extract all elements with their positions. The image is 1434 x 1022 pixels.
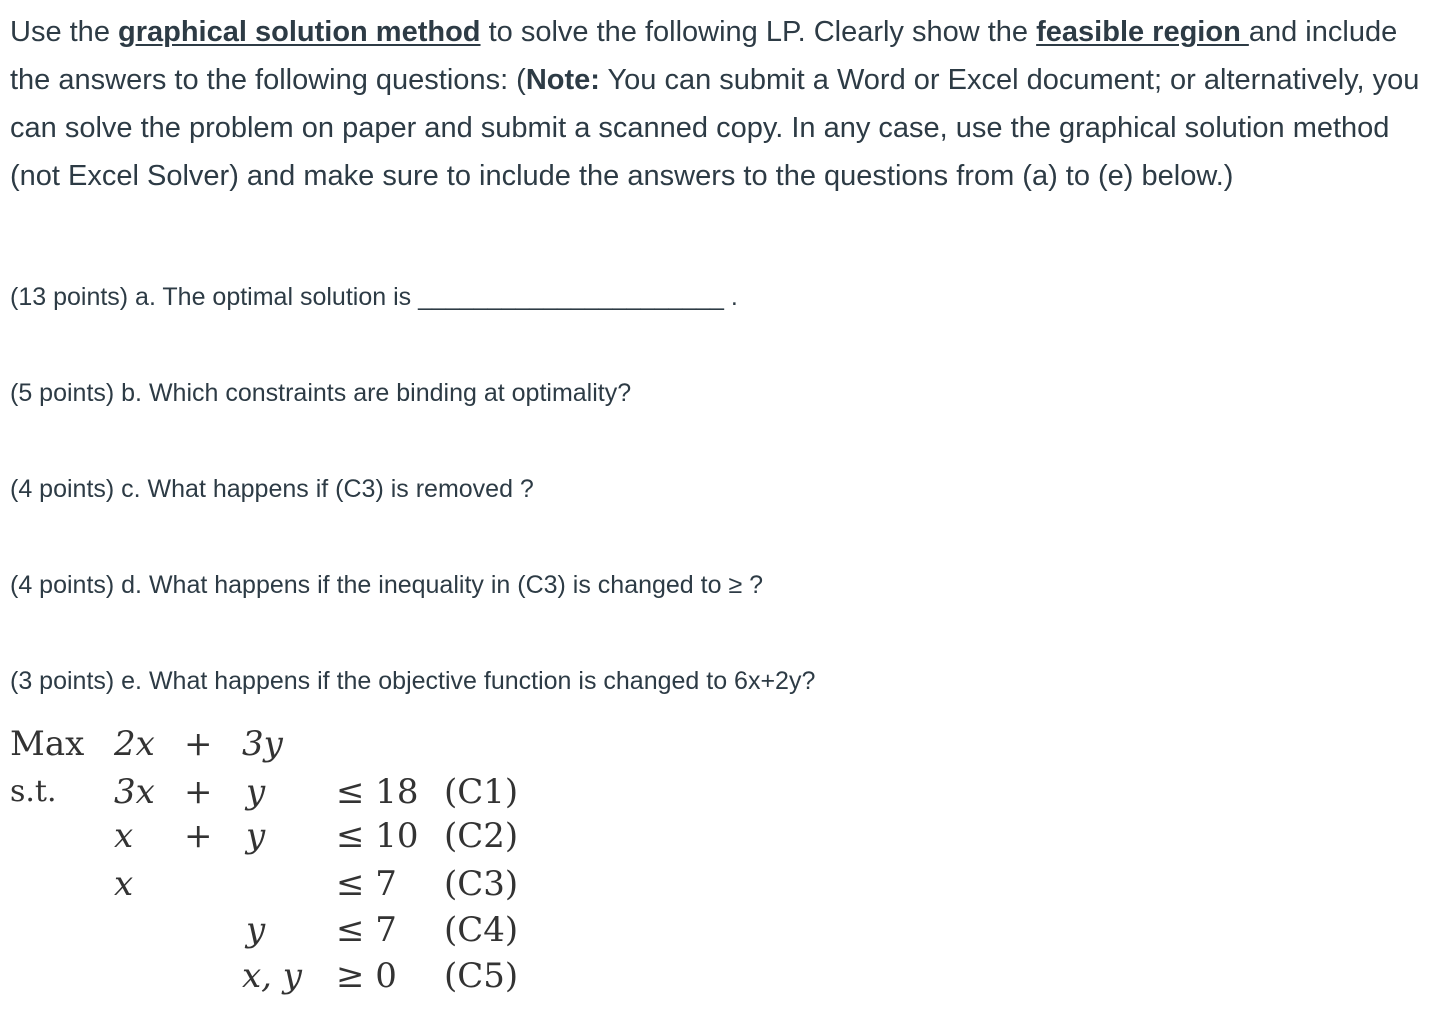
c2-operator: + <box>184 816 213 856</box>
intro-text-2: to solve the following LP. Clearly show the <box>480 16 1037 48</box>
question-e: (3 points) e. What happens if the objective function is changed to 6x+2y? <box>10 667 816 695</box>
c1-term-2: y <box>246 772 266 812</box>
c5-label: (C5) <box>444 956 519 996</box>
graphical-solution-method-link: graphical solution method <box>118 16 481 48</box>
note-label: Note: <box>525 64 600 96</box>
c1-rhs: ≤ 18 <box>336 772 419 812</box>
c4-term: y <box>246 910 266 950</box>
objective-operator: + <box>184 724 213 764</box>
c1-term-1: 3x <box>114 772 155 812</box>
c1-label: (C1) <box>444 772 519 812</box>
c3-label: (C3) <box>444 864 519 904</box>
c4-rhs: ≤ 7 <box>336 910 397 950</box>
c2-term-2: y <box>246 816 266 856</box>
c2-term-1: x <box>114 816 134 856</box>
c3-term-1: x <box>114 864 134 904</box>
instructions-paragraph <box>10 8 1428 200</box>
c3-rhs: ≤ 7 <box>336 864 397 904</box>
intro-text-3: and include the answers to the following questions: ( <box>10 16 1398 96</box>
c5-rhs: ≥ 0 <box>336 956 397 996</box>
st-label: s.t. <box>10 774 57 809</box>
objective-term-2: 3y <box>242 724 283 764</box>
question-d: (4 points) d. What happens if the inequality in (C3) is changed to ≥ ? <box>10 571 764 599</box>
c2-label: (C2) <box>444 816 519 856</box>
c5-term: x, y <box>242 956 302 996</box>
c4-label: (C4) <box>444 910 519 950</box>
intro-text-1: Use the <box>10 16 118 48</box>
intro-text-4: You can submit a Word or Excel document; or alternatively, you can solve the problem on paper and submit a scanned copy. In any case, use the graphical solution method (not Excel Solver) and make sure to include the answers to the questions from (a) to (e) below.) <box>10 64 1420 192</box>
feasible-region-link: feasible region <box>1036 16 1249 48</box>
question-b: (5 points) b. Which constraints are binding at optimality? <box>10 379 632 407</box>
objective-term-1: 2x <box>114 724 155 764</box>
question-a: (13 points) a. The optimal solution is ______________________ . <box>10 283 738 311</box>
c2-rhs: ≤ 10 <box>336 816 419 856</box>
c1-operator: + <box>184 772 213 812</box>
max-label: Max <box>10 724 85 764</box>
question-c: (4 points) c. What happens if (C3) is removed ? <box>10 475 534 503</box>
